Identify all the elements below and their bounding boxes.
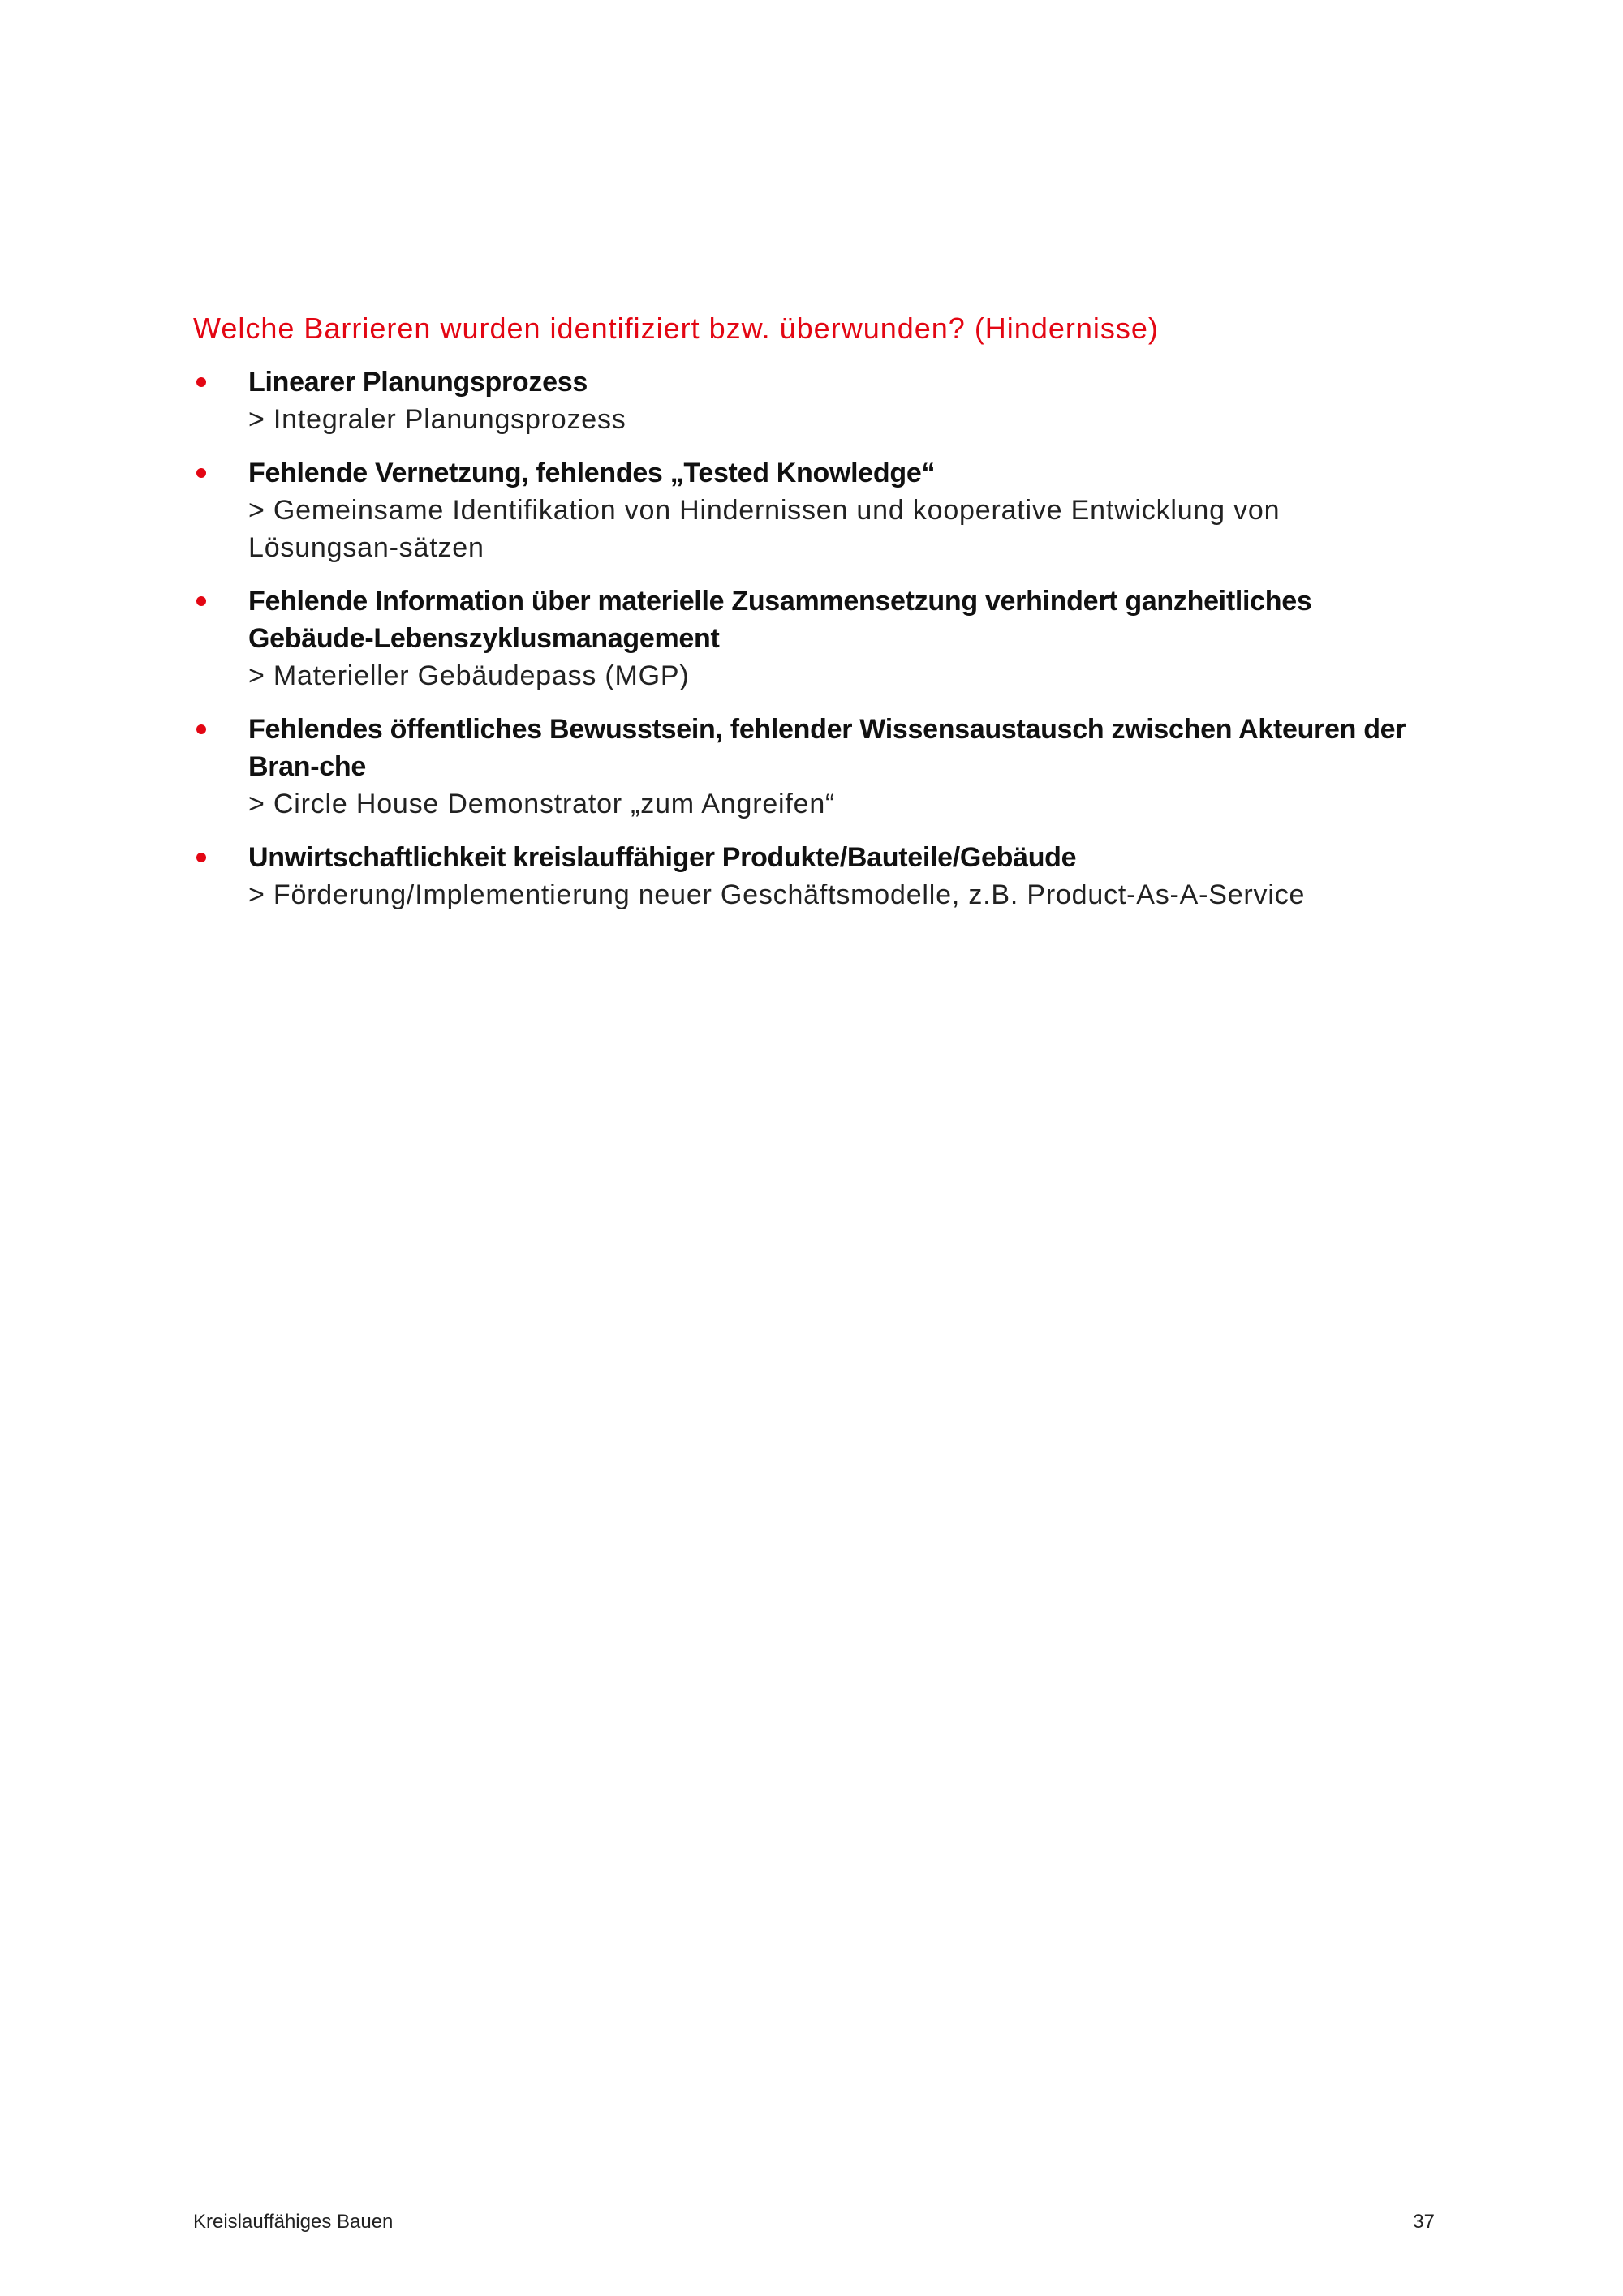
bullet-icon [196,724,206,734]
list-item [193,839,1435,914]
item-title: Unwirtschaftlichkeit kreislauffähiger Produkte/Bauteile/Gebäude [248,842,1077,873]
list-item [193,454,1435,566]
item-title: Fehlende Information über materielle Zusammensetzung verhindert ganzheitliches Gebäude-Lebenszyklusmanagement [248,586,1312,654]
item-title: Fehlende Vernetzung, fehlendes „Tested Knowledge“ [248,458,936,488]
item-detail: > Gemeinsame Identifikation von Hindernissen und kooperative Entwicklung von Lösungsan-sätzen [248,495,1281,563]
list-item [193,711,1435,823]
item-detail: > Circle House Demonstrator „zum Angreifen“ [248,789,836,819]
item-detail: > Materieller Gebäudepass (MGP) [248,660,690,691]
footer-document-title: Kreislauffähiges Bauen [193,2211,394,2233]
list-item [193,363,1435,438]
list-item [193,583,1435,694]
section-heading: Welche Barrieren wurden identifiziert bzw. überwunden? (Hindernisse) [193,312,1159,345]
bullet-icon [196,377,206,387]
bullet-icon [196,596,206,606]
item-detail: > Förderung/Implementierung neuer Geschäftsmodelle, z.B. Product-As-A-Service [248,879,1306,910]
item-title: Linearer Planungsprozess [248,367,588,398]
item-title: Fehlendes öffentliches Bewusstsein, fehlender Wissensaustausch zwischen Akteuren der Bran-che [248,714,1406,782]
barriers-list [193,363,1435,930]
bullet-icon [196,468,206,478]
item-detail: > Integraler Planungsprozess [248,404,626,435]
page-number: 37 [1413,2211,1435,2233]
bullet-icon [196,853,206,862]
